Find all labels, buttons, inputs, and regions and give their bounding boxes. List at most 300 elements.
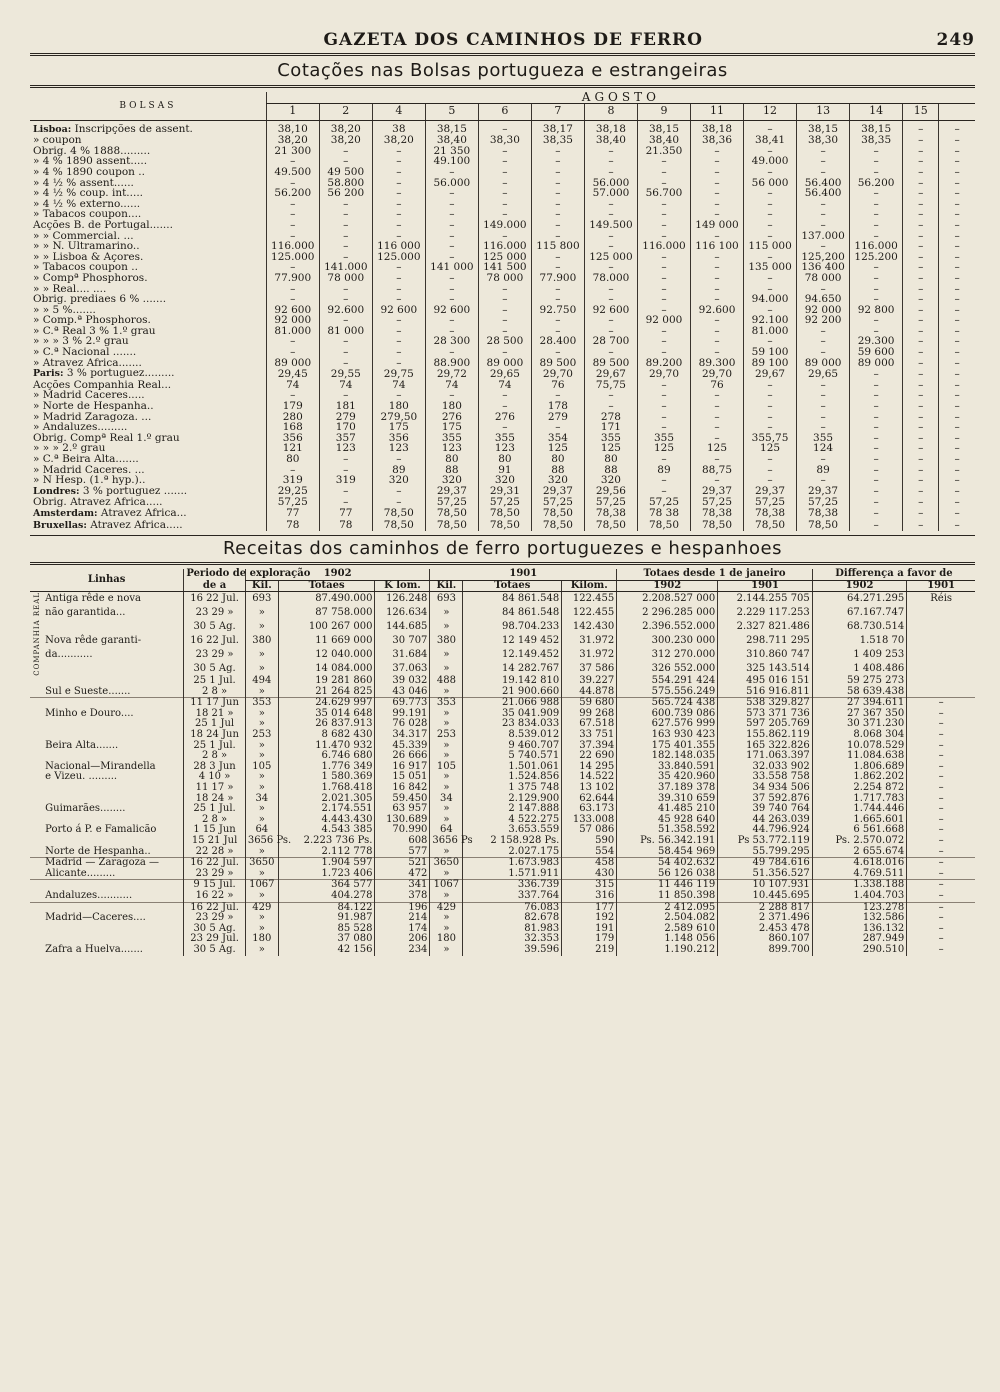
quote-cell: – bbox=[744, 390, 797, 401]
since-1902-cell: 35 420.960 bbox=[617, 772, 718, 783]
quote-cell: 77.900 bbox=[531, 273, 584, 284]
line-name: não garantida... bbox=[45, 607, 126, 619]
quote-cell: – bbox=[266, 284, 319, 295]
quote-cell: – bbox=[319, 347, 372, 358]
quote-cell: 355 bbox=[425, 433, 478, 444]
kilom-1901-cell: 67.518 bbox=[562, 719, 617, 730]
page-number: 249 bbox=[936, 30, 975, 50]
quote-cell: – bbox=[372, 358, 425, 369]
quote-cell: 89.300 bbox=[691, 358, 744, 369]
side-spacer bbox=[30, 719, 43, 730]
since-1901-cell: 39 740 764 bbox=[718, 804, 813, 815]
side-spacer bbox=[30, 709, 43, 720]
kil-1901-cell: » bbox=[430, 719, 463, 730]
quote-cell: 125 bbox=[744, 443, 797, 454]
quote-cell: – bbox=[939, 347, 975, 358]
receitas-row bbox=[30, 762, 975, 773]
diff-1901-cell: – bbox=[907, 730, 975, 741]
totaes-1902-cell: 6.746 680 bbox=[278, 751, 375, 762]
totaes-1901-cell: 35 041.909 bbox=[463, 709, 562, 720]
side-spacer bbox=[30, 858, 43, 869]
quote-cell: 125.000 bbox=[266, 252, 319, 263]
totaes-1902-cell: 42 156 bbox=[278, 945, 375, 956]
periodo-cell: 15 21 Jul bbox=[184, 836, 246, 847]
diff-1901-cell: – bbox=[907, 934, 975, 945]
totaes-1902-cell: 2.021.305 bbox=[278, 794, 375, 805]
quote-cell: – bbox=[939, 358, 975, 369]
quote-cell: – bbox=[531, 167, 584, 178]
quote-cell: 180 bbox=[425, 401, 478, 412]
bolsas-row bbox=[30, 454, 975, 465]
bolsas-row bbox=[30, 520, 975, 532]
klom-1902-cell: 31.684 bbox=[375, 648, 430, 662]
quote-cell: 123 bbox=[478, 443, 531, 454]
quote-cell: 355 bbox=[637, 433, 690, 444]
side-spacer bbox=[30, 902, 43, 913]
quote-cell: – bbox=[531, 284, 584, 295]
quote-cell: – bbox=[319, 465, 372, 476]
quote-cell: – bbox=[850, 486, 903, 498]
totaes-1901-cell: 1 375 748 bbox=[463, 783, 562, 794]
periodo-cell: 1 15 Jun bbox=[184, 825, 246, 836]
quote-cell: – bbox=[691, 454, 744, 465]
kilom-1901-cell: 458 bbox=[562, 858, 617, 869]
line-name: Madrid—Caceres.... bbox=[45, 912, 146, 924]
bolsas-body bbox=[30, 120, 975, 531]
diff-1902-cell: 58 639.438 bbox=[812, 687, 906, 698]
kil-1902-cell: » bbox=[245, 847, 278, 858]
day-header: 6 bbox=[478, 103, 531, 120]
quote-cell: 141 500 bbox=[478, 262, 531, 273]
security-label: » » Real.... .... bbox=[33, 282, 107, 295]
kilom-1901-cell: 142.430 bbox=[562, 620, 617, 634]
quote-cell: 29,70 bbox=[691, 368, 744, 380]
quote-cell: – bbox=[797, 454, 850, 465]
quote-cell: 29,70 bbox=[637, 368, 690, 380]
quote-cell: – bbox=[744, 284, 797, 295]
klom-1902-cell: 341 bbox=[375, 880, 430, 891]
diff-1902-cell: 1.665.601 bbox=[812, 815, 906, 826]
kilom-1901-cell: 177 bbox=[562, 902, 617, 913]
quote-cell: – bbox=[797, 220, 850, 231]
quote-cell: 59 100 bbox=[744, 347, 797, 358]
receitas-row bbox=[30, 934, 975, 945]
totaes-1902-cell: 364 577 bbox=[278, 880, 375, 891]
quote-cell: – bbox=[744, 475, 797, 486]
quote-cell: 89 500 bbox=[584, 358, 637, 369]
security-label: » C.ª Nacional ....... bbox=[33, 346, 137, 359]
quote-cell: – bbox=[850, 284, 903, 295]
quote-cell: – bbox=[637, 475, 690, 486]
kilom-1901-cell: 133.008 bbox=[562, 815, 617, 826]
diff-1902-cell: 1 409 253 bbox=[812, 648, 906, 662]
periodo-cell: 11 17 Jun bbox=[184, 698, 246, 709]
quote-cell: – bbox=[691, 475, 744, 486]
kilom-1901-cell: 31.972 bbox=[562, 648, 617, 662]
quote-cell: – bbox=[319, 199, 372, 210]
quote-cell: – bbox=[637, 412, 690, 423]
kilom-1901-cell: 14.522 bbox=[562, 772, 617, 783]
quote-cell: – bbox=[691, 284, 744, 295]
since-1901-cell: 2.144.255 705 bbox=[718, 592, 813, 607]
quote-cell: – bbox=[797, 380, 850, 391]
totaes-1902-cell: 1.723 406 bbox=[278, 869, 375, 880]
kilom-1901-cell: 191 bbox=[562, 924, 617, 935]
quote-cell: 141 000 bbox=[425, 262, 478, 273]
day-header: 13 bbox=[797, 103, 850, 120]
diff-1902-cell: Ps. 2.570.072 bbox=[812, 836, 906, 847]
diff-1902-cell: 123.278 bbox=[812, 902, 906, 913]
quote-cell: 319 bbox=[266, 475, 319, 486]
kil-1901-cell: 253 bbox=[430, 730, 463, 741]
quote-cell: – bbox=[319, 390, 372, 401]
security-label: Acções Companhia Real... bbox=[33, 378, 172, 391]
quote-cell: – bbox=[531, 326, 584, 337]
kil-1902-cell: 105 bbox=[245, 762, 278, 773]
kil-1902-cell: » bbox=[245, 891, 278, 902]
periodo-cell: 11 17 » bbox=[184, 783, 246, 794]
quote-cell: – bbox=[903, 401, 939, 412]
periodo-cell: 16 22 » bbox=[184, 891, 246, 902]
security-cell bbox=[30, 520, 266, 532]
since-1901-cell: 33.558 758 bbox=[718, 772, 813, 783]
periodo-cell: 30 5 Ag. bbox=[184, 620, 246, 634]
since-1902-cell: 33.840.591 bbox=[617, 762, 718, 773]
line-name bbox=[43, 620, 184, 634]
quote-cell: 78,38 bbox=[691, 508, 744, 520]
security-label: » Norte de Hespanha.. bbox=[33, 400, 154, 413]
kil-1902-cell: » bbox=[245, 709, 278, 720]
totaes-1901-cell: 336.739 bbox=[463, 880, 562, 891]
diff-1901-cell: Réis bbox=[907, 592, 975, 607]
kilom-1901-cell: 39.227 bbox=[562, 676, 617, 687]
diff-1901-cell: – bbox=[907, 698, 975, 709]
quote-cell: – bbox=[478, 231, 531, 242]
quote-cell: 29,56 bbox=[584, 486, 637, 498]
periodo-cell: 16 22 Jul. bbox=[184, 858, 246, 869]
quote-cell: – bbox=[425, 294, 478, 305]
quote-cell: – bbox=[691, 401, 744, 412]
kil-1901-cell: » bbox=[430, 606, 463, 620]
diff-1901-cell bbox=[907, 634, 975, 648]
kil-1901-cell: 429 bbox=[430, 902, 463, 913]
kilom-1901-cell: 57 086 bbox=[562, 825, 617, 836]
klom-1902-cell: 16 842 bbox=[375, 783, 430, 794]
totaes-1902-cell: 85 528 bbox=[278, 924, 375, 935]
kilom-1901-cell: 31.972 bbox=[562, 634, 617, 648]
totaes-1902-cell: 14 084.000 bbox=[278, 662, 375, 676]
quote-cell: – bbox=[744, 220, 797, 231]
quote-cell: 92.600 bbox=[691, 305, 744, 316]
diff-1902-cell: 27 394.611 bbox=[812, 698, 906, 709]
quote-cell: – bbox=[939, 454, 975, 465]
bolsas-rule bbox=[30, 85, 975, 88]
quote-cell: – bbox=[266, 156, 319, 167]
quote-cell: – bbox=[531, 231, 584, 242]
quote-cell: 78,50 bbox=[584, 520, 637, 532]
kil-1902-cell: » bbox=[245, 783, 278, 794]
quote-cell: – bbox=[637, 284, 690, 295]
kil-1901-cell: 693 bbox=[430, 592, 463, 607]
quote-cell: – bbox=[319, 497, 372, 508]
quote-cell: – bbox=[637, 156, 690, 167]
security-label: » » » 2.º grau bbox=[33, 442, 106, 455]
line-name bbox=[43, 783, 184, 794]
quote-cell: – bbox=[939, 412, 975, 423]
diff-1902-cell: 1 408.486 bbox=[812, 662, 906, 676]
quote-cell: – bbox=[903, 380, 939, 391]
quote-cell: – bbox=[903, 231, 939, 242]
quote-cell: – bbox=[903, 422, 939, 433]
totaes-1902-cell: 37 080 bbox=[278, 934, 375, 945]
quote-cell: – bbox=[939, 380, 975, 391]
quote-cell: – bbox=[939, 188, 975, 199]
quote-cell: – bbox=[372, 167, 425, 178]
quote-cell: – bbox=[637, 380, 690, 391]
diff-1902-cell: 2.254 872 bbox=[812, 783, 906, 794]
quote-cell: – bbox=[478, 347, 531, 358]
quote-cell: – bbox=[637, 199, 690, 210]
quote-cell: 123 bbox=[319, 443, 372, 454]
quote-cell: 38,20 bbox=[266, 135, 319, 146]
quote-cell: – bbox=[425, 231, 478, 242]
security-cell bbox=[30, 120, 266, 135]
receitas-row bbox=[30, 772, 975, 783]
quote-cell: – bbox=[850, 262, 903, 273]
quote-cell: 49.100 bbox=[425, 156, 478, 167]
quote-cell: 29,75 bbox=[372, 368, 425, 380]
receitas-table bbox=[30, 569, 975, 955]
kil-1902-cell: » bbox=[245, 804, 278, 815]
since-1901-cell: 44 263.039 bbox=[718, 815, 813, 826]
quote-cell: – bbox=[584, 241, 637, 252]
klom-1902-cell: 130.689 bbox=[375, 815, 430, 826]
diff-1902-cell: 59 275 273 bbox=[812, 676, 906, 687]
quote-cell: 92 600 bbox=[266, 305, 319, 316]
side-spacer bbox=[30, 880, 43, 891]
quote-cell: – bbox=[744, 199, 797, 210]
side-spacer bbox=[30, 924, 43, 935]
security-label: » C.ª Beira Alta....... bbox=[33, 453, 139, 465]
quote-cell: – bbox=[637, 262, 690, 273]
klom-1902-cell: 69.773 bbox=[375, 698, 430, 709]
side-spacer bbox=[30, 804, 43, 815]
klom-1902-cell: 577 bbox=[375, 847, 430, 858]
since-1901-cell: 51.356.527 bbox=[718, 869, 813, 880]
quote-cell: – bbox=[266, 347, 319, 358]
quote-cell: 123 bbox=[372, 443, 425, 454]
quote-cell: 355 bbox=[797, 433, 850, 444]
quote-cell: 94.650 bbox=[797, 294, 850, 305]
kil-1902-cell: » bbox=[245, 606, 278, 620]
quote-cell: – bbox=[903, 497, 939, 508]
kilom-1901-header: Kilom. bbox=[562, 580, 617, 592]
quote-cell: – bbox=[939, 199, 975, 210]
companhia-real-label: COMPANHIA REAL bbox=[33, 592, 41, 677]
line-name: Alicante......... bbox=[45, 867, 116, 879]
quote-cell: 38,40 bbox=[637, 135, 690, 146]
since-1901-cell: 37 592.876 bbox=[718, 794, 813, 805]
kilom-1901-cell: 430 bbox=[562, 869, 617, 880]
quote-cell: – bbox=[903, 294, 939, 305]
security-label: » » 5 %....... bbox=[33, 303, 96, 316]
quote-cell: 92 000 bbox=[637, 315, 690, 326]
receitas-row bbox=[30, 815, 975, 826]
diff-1902-cell: 1.806.689 bbox=[812, 762, 906, 773]
quote-cell: – bbox=[903, 156, 939, 167]
diff-1901-cell: – bbox=[907, 751, 975, 762]
since-1901-cell: 32.033 902 bbox=[718, 762, 813, 773]
quote-cell: – bbox=[478, 305, 531, 316]
since-1902-cell: 575.556.249 bbox=[617, 687, 718, 698]
quote-cell: – bbox=[797, 326, 850, 337]
quote-cell: 77 bbox=[266, 508, 319, 520]
quote-cell: – bbox=[903, 273, 939, 284]
totaes-1902-cell: 1.904 597 bbox=[278, 858, 375, 869]
diff-1902-header: 1902 bbox=[812, 580, 906, 592]
since-1902-cell: 58.454 969 bbox=[617, 847, 718, 858]
year-1902-header: 1902 bbox=[245, 569, 430, 580]
since-1902-cell: 2 296.285 000 bbox=[617, 606, 718, 620]
quote-cell: – bbox=[372, 199, 425, 210]
bolsas-table bbox=[30, 92, 975, 531]
periodo-cell: 16 22 Jul. bbox=[184, 634, 246, 648]
quote-cell: 57,25 bbox=[531, 497, 584, 508]
kil-1901-cell: 3650 bbox=[430, 858, 463, 869]
quote-cell: 149.500 bbox=[584, 220, 637, 231]
quote-cell: 125.000 bbox=[372, 252, 425, 263]
quote-cell: 77 bbox=[319, 508, 372, 520]
side-spacer bbox=[30, 934, 43, 945]
quote-cell: 78,50 bbox=[637, 520, 690, 532]
since-1902-header: 1902 bbox=[617, 580, 718, 592]
quote-cell: – bbox=[319, 294, 372, 305]
kilom-1901-cell: 37 586 bbox=[562, 662, 617, 676]
quote-cell: 88.900 bbox=[425, 358, 478, 369]
since-1901-cell: 2.229 117.253 bbox=[718, 606, 813, 620]
quote-cell: 80 bbox=[584, 454, 637, 465]
quote-cell: – bbox=[637, 273, 690, 284]
quote-cell: 74 bbox=[266, 380, 319, 391]
receitas-row bbox=[30, 858, 975, 869]
side-spacer bbox=[30, 741, 43, 752]
line-name: e Vizeu. ......... bbox=[45, 771, 118, 783]
since-1901-cell: 2 288 817 bbox=[718, 902, 813, 913]
klom-1902-cell: 16 917 bbox=[375, 762, 430, 773]
totaes-1902-cell: 2.112 778 bbox=[278, 847, 375, 858]
quote-cell: 125 bbox=[691, 443, 744, 454]
month-header: AGOSTO bbox=[266, 92, 975, 103]
diff-1901-cell: – bbox=[907, 804, 975, 815]
bolsas-bottom-rule bbox=[30, 535, 975, 536]
day-header: 11 bbox=[691, 103, 744, 120]
quote-cell: – bbox=[797, 475, 850, 486]
diff-1902-cell: 1.717.783 bbox=[812, 794, 906, 805]
quote-cell: 125 bbox=[584, 443, 637, 454]
since-1901-cell: 10.445.695 bbox=[718, 891, 813, 902]
quote-cell: – bbox=[939, 231, 975, 242]
line-name: Sul e Sueste....... bbox=[45, 685, 131, 697]
receitas-row bbox=[30, 836, 975, 847]
exchange-city: Lisboa: bbox=[33, 123, 72, 135]
line-name: Nova rêde garanti- bbox=[45, 634, 142, 646]
quote-cell: – bbox=[903, 520, 939, 532]
quote-cell: – bbox=[372, 209, 425, 220]
quote-cell: 29,37 bbox=[797, 486, 850, 498]
quote-cell: 168 bbox=[266, 422, 319, 433]
klom-1902-cell: 45.339 bbox=[375, 741, 430, 752]
quote-cell: – bbox=[266, 199, 319, 210]
quote-cell: 57,25 bbox=[691, 497, 744, 508]
klom-1902-cell: 26 666 bbox=[375, 751, 430, 762]
quote-cell: 116.000 bbox=[850, 241, 903, 252]
quote-cell: 175 bbox=[425, 422, 478, 433]
quote-cell: – bbox=[319, 220, 372, 231]
quote-cell: 81 000 bbox=[319, 326, 372, 337]
quote-cell: 78,50 bbox=[744, 520, 797, 532]
receitas-row bbox=[30, 662, 975, 676]
quote-cell: 78,50 bbox=[372, 520, 425, 532]
quote-cell: – bbox=[850, 146, 903, 157]
side-spacer bbox=[30, 772, 43, 783]
since-1902-cell: 182.148.035 bbox=[617, 751, 718, 762]
security-label: » » Lisboa & Açores. bbox=[33, 250, 144, 263]
day-header: 15 bbox=[903, 103, 939, 120]
quote-cell: – bbox=[584, 209, 637, 220]
diff-1901-cell bbox=[907, 606, 975, 620]
klom-1902-cell: 234 bbox=[375, 945, 430, 956]
kilom-1901-cell: 122.455 bbox=[562, 592, 617, 607]
totaes-1902-cell: 404.278 bbox=[278, 891, 375, 902]
quote-cell: – bbox=[939, 315, 975, 326]
kil-1901-cell: 353 bbox=[430, 698, 463, 709]
totaes-1901-cell: 32.353 bbox=[463, 934, 562, 945]
side-spacer bbox=[30, 794, 43, 805]
quote-cell: 89 bbox=[797, 465, 850, 476]
quote-cell: – bbox=[939, 156, 975, 167]
diff-1901-cell: – bbox=[907, 783, 975, 794]
diff-1901-cell: – bbox=[907, 836, 975, 847]
periodo-cell: 2 8 » bbox=[184, 751, 246, 762]
kil-1902-cell: » bbox=[245, 945, 278, 956]
quote-cell: – bbox=[691, 167, 744, 178]
quote-cell: – bbox=[939, 241, 975, 252]
security-label: » » » 3 % 2.º grau bbox=[33, 335, 129, 348]
security-label: » coupon bbox=[33, 134, 82, 147]
quote-cell: – bbox=[478, 146, 531, 157]
security-label: » Madrid Caceres..... bbox=[33, 389, 145, 402]
quote-cell: 92 600 bbox=[425, 305, 478, 316]
periodo-cell: 23 29 » bbox=[184, 913, 246, 924]
receitas-row bbox=[30, 783, 975, 794]
totaes-1902-cell: 2.223 736 Ps. bbox=[278, 836, 375, 847]
since-1902-cell: 600.739 086 bbox=[617, 709, 718, 720]
quote-cell: 38,20 bbox=[319, 135, 372, 146]
totaes-1901-cell: 3.653.559 bbox=[463, 825, 562, 836]
quote-cell: – bbox=[478, 422, 531, 433]
quote-cell: – bbox=[939, 252, 975, 263]
quote-cell: – bbox=[939, 305, 975, 316]
since-1902-cell: 56 126 038 bbox=[617, 869, 718, 880]
kil-1902-cell: 3650 bbox=[245, 858, 278, 869]
kil-1901-cell: » bbox=[430, 913, 463, 924]
quote-cell: 29,55 bbox=[319, 368, 372, 380]
security-label: » C.ª Real 3 % 1.º grau bbox=[33, 324, 156, 337]
quote-cell: – bbox=[939, 262, 975, 273]
quote-cell: – bbox=[531, 188, 584, 199]
kilom-1901-cell: 44.878 bbox=[562, 687, 617, 698]
receitas-row bbox=[30, 794, 975, 805]
